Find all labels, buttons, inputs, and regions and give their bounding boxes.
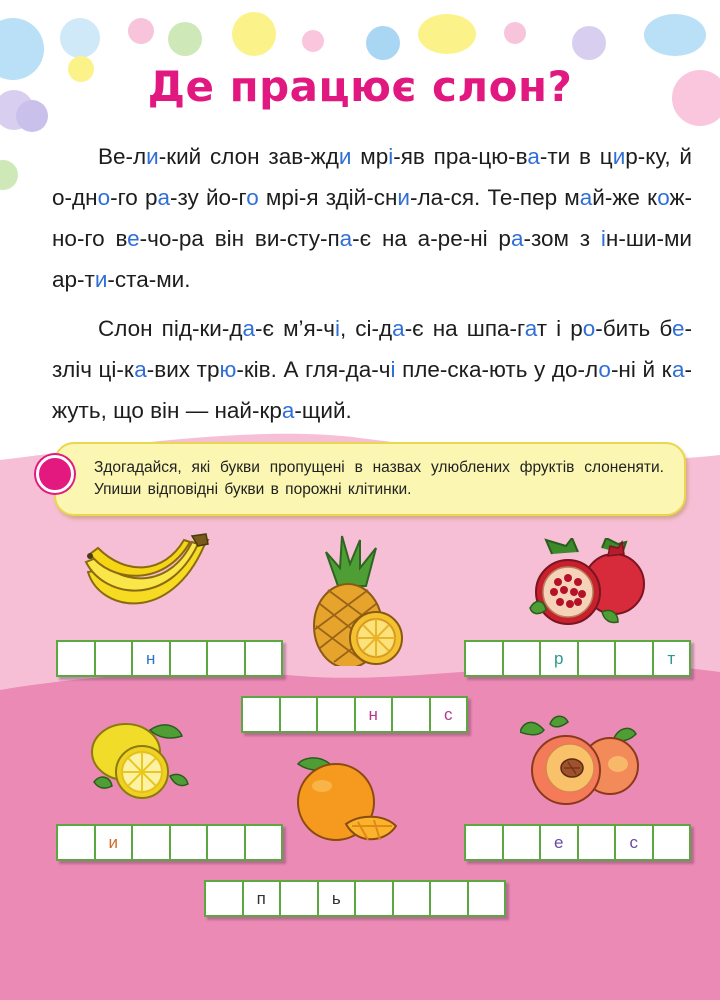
empty-letter-cell[interactable] (467, 882, 505, 915)
story-fragment: -ні й к (610, 357, 672, 382)
story-fragment: , сі-д (339, 316, 393, 341)
pineapple-word-cells (241, 696, 468, 733)
page-title: Де працює слон? (147, 62, 573, 111)
empty-letter-cell[interactable] (206, 642, 244, 675)
orange-image (288, 752, 402, 852)
decor-dot (128, 18, 154, 44)
empty-letter-cell[interactable] (206, 826, 244, 859)
given-letter-cell: т (652, 642, 690, 675)
given-letter-cell: п (242, 882, 280, 915)
highlighted-vowel: а (339, 226, 353, 251)
empty-letter-cell[interactable] (279, 698, 317, 731)
decor-dot (504, 22, 526, 44)
highlighted-vowel: а (242, 316, 256, 341)
empty-letter-cell[interactable] (316, 698, 354, 731)
empty-letter-cell[interactable] (614, 642, 652, 675)
highlighted-vowel: и (94, 267, 108, 292)
highlighted-vowel: и (397, 185, 410, 210)
decor-dot (366, 26, 400, 60)
decor-dot (60, 18, 100, 58)
story-fragment: -щий. (294, 398, 352, 423)
story-fragment: -бить б (595, 316, 672, 341)
story-fragment: -го р (110, 185, 158, 210)
given-letter-cell: н (354, 698, 392, 731)
empty-letter-cell[interactable] (502, 642, 540, 675)
story-fragment: мрі-я здій-сн (258, 185, 398, 210)
task-instruction: Здогадайся, які букви пропущені в назвах улюблених фруктів слоненяти. Упиши відповідні букви в порожні клітинки. (94, 459, 664, 498)
highlighted-vowel: о (582, 316, 596, 341)
highlighted-vowel: а (392, 316, 405, 341)
story-paragraph (52, 136, 692, 300)
highlighted-vowel: а (527, 144, 540, 169)
banana-image (80, 532, 212, 624)
story-fragment: Ве-л (98, 144, 147, 169)
story-fragment: -зом з (523, 226, 601, 251)
highlighted-vowel: о (246, 185, 259, 210)
story-text (52, 136, 692, 431)
decor-dot (644, 14, 706, 56)
story-fragment: пле-ска-ють у до-л (395, 357, 599, 382)
highlighted-vowel: і (388, 144, 394, 169)
highlighted-vowel: е (671, 316, 685, 341)
story-fragment: й-же к (592, 185, 658, 210)
highlighted-vowel: ю (219, 357, 237, 382)
decor-dot (232, 12, 276, 56)
empty-letter-cell[interactable] (577, 826, 615, 859)
story-fragment: -ків. А гля-да-ч (236, 357, 391, 382)
task-bullet-icon (36, 455, 74, 493)
given-letter-cell: е (539, 826, 577, 859)
highlighted-vowel: і (390, 357, 396, 382)
highlighted-vowel: а (671, 357, 685, 382)
peach-word-cells (464, 824, 691, 861)
decor-dot (302, 30, 324, 52)
given-letter-cell: с (614, 826, 652, 859)
empty-letter-cell[interactable] (279, 882, 317, 915)
highlighted-vowel: а (134, 357, 147, 382)
banana-word-cells (56, 640, 283, 677)
story-fragment: -вих тр (146, 357, 220, 382)
empty-letter-cell[interactable] (58, 826, 94, 859)
highlighted-vowel: и (146, 144, 159, 169)
empty-letter-cell[interactable] (652, 826, 690, 859)
empty-letter-cell[interactable] (244, 826, 282, 859)
lemon-word-cells (56, 824, 283, 861)
story-fragment: -кий слон зав-жд (158, 144, 339, 169)
empty-letter-cell[interactable] (577, 642, 615, 675)
peach-image (520, 714, 644, 810)
story-fragment: -є на а-ре-ні р (352, 226, 511, 251)
empty-letter-cell[interactable] (391, 698, 429, 731)
empty-letter-cell[interactable] (466, 826, 502, 859)
given-letter-cell: с (429, 698, 467, 731)
empty-letter-cell[interactable] (94, 642, 132, 675)
story-fragment: -є м’я-ч (255, 316, 335, 341)
empty-letter-cell[interactable] (502, 826, 540, 859)
given-letter-cell: н (131, 642, 169, 675)
highlighted-vowel: а (524, 316, 537, 341)
decor-dot (418, 14, 476, 54)
story-fragment: -зліч ці-к (52, 316, 692, 382)
pomegranate-image (522, 538, 646, 630)
highlighted-vowel: а (281, 398, 295, 423)
orange-word-cells (204, 880, 506, 917)
empty-letter-cell[interactable] (206, 882, 242, 915)
story-fragment: -чо-ра він ви-сту-п (139, 226, 340, 251)
highlighted-vowel: е (127, 226, 140, 251)
empty-letter-cell[interactable] (243, 698, 279, 731)
highlighted-vowel: о (657, 185, 670, 210)
empty-letter-cell[interactable] (429, 882, 467, 915)
empty-letter-cell[interactable] (244, 642, 282, 675)
empty-letter-cell[interactable] (169, 642, 207, 675)
empty-letter-cell[interactable] (58, 642, 94, 675)
highlighted-vowel: о (598, 357, 611, 382)
highlighted-vowel: і (334, 316, 340, 341)
story-fragment: -зу йо-г (169, 185, 247, 210)
story-fragment: -ти в ц (539, 144, 613, 169)
story-fragment: -є на шпа-г (404, 316, 525, 341)
pineapple-image (298, 534, 410, 666)
empty-letter-cell[interactable] (466, 642, 502, 675)
story-fragment: -жуть, що він — най-кр (52, 357, 692, 423)
empty-letter-cell[interactable] (131, 826, 169, 859)
highlighted-vowel: а (579, 185, 593, 210)
story-fragment: н-ши-ми ар-т (52, 226, 692, 292)
story-fragment: мр (351, 144, 389, 169)
empty-letter-cell[interactable] (169, 826, 207, 859)
story-fragment: -яв пра-цю-в (393, 144, 528, 169)
highlighted-vowel: и (612, 144, 626, 169)
task-box (54, 442, 686, 516)
story-fragment: р-ку, й о-дн (52, 144, 692, 210)
given-letter-cell: р (539, 642, 577, 675)
decor-dot (572, 26, 606, 60)
empty-letter-cell[interactable] (354, 882, 392, 915)
story-fragment: Слон під-ки-д (98, 316, 243, 341)
story-fragment: т і р (536, 316, 583, 341)
highlighted-vowel: о (97, 185, 111, 210)
story-fragment: ж-но-го в (52, 185, 692, 251)
highlighted-vowel: и (338, 144, 352, 169)
decor-dot (168, 22, 202, 56)
pomegranate-word-cells (464, 640, 691, 677)
story-paragraph (52, 308, 692, 431)
given-letter-cell: и (94, 826, 132, 859)
story-fragment: -ла-ся. Те-пер м (409, 185, 580, 210)
lemon-image (86, 716, 194, 800)
highlighted-vowel: і (600, 226, 606, 251)
highlighted-vowel: а (510, 226, 524, 251)
highlighted-vowel: а (157, 185, 170, 210)
given-letter-cell: ь (317, 882, 355, 915)
story-fragment: -ста-ми. (107, 267, 191, 292)
empty-letter-cell[interactable] (392, 882, 430, 915)
